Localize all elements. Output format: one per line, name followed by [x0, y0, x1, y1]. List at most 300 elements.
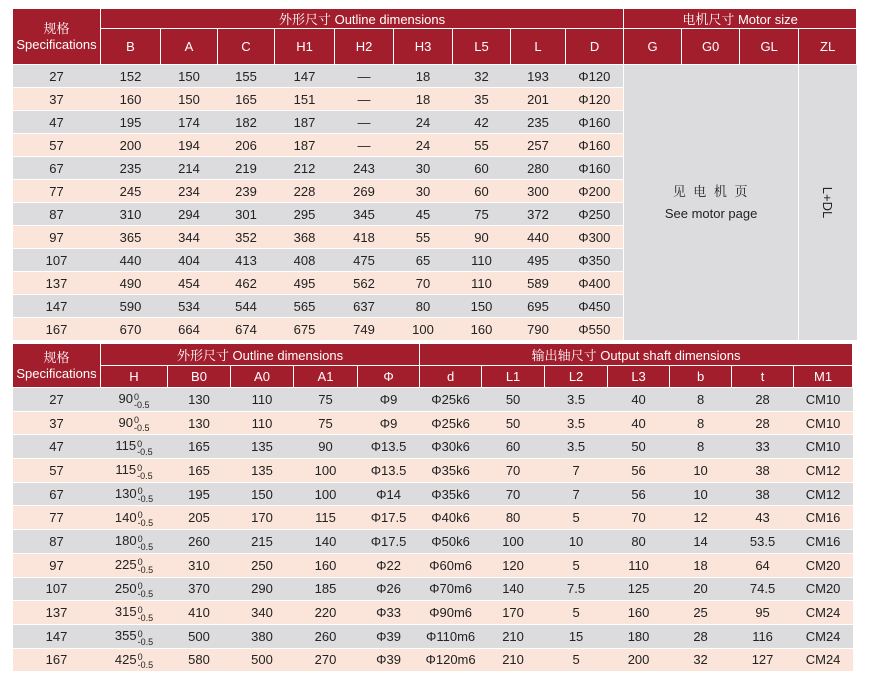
table-cell: —: [335, 134, 394, 157]
table-cell: 368: [275, 226, 335, 249]
zl-note: L+DL: [820, 186, 836, 219]
outline-shaft-dimensions-table: [12, 343, 853, 672]
table-cell: 193: [511, 65, 566, 88]
column-header: H1: [275, 29, 335, 65]
table-cell: Φ22: [358, 553, 420, 577]
table-cell: 45: [394, 203, 453, 226]
table-cell: Φ160: [566, 157, 624, 180]
tolerance-lower: -0.5: [137, 541, 154, 552]
table-cell: 280: [511, 157, 566, 180]
spec-cell: 137: [13, 601, 101, 625]
tolerance-lower: -0.5: [137, 612, 154, 623]
table-cell: 200: [608, 648, 670, 672]
table-cell: 228: [275, 180, 335, 203]
table-cell: 125: [608, 577, 670, 601]
table-cell: 495: [275, 272, 335, 295]
spec-cell: 107: [13, 577, 101, 601]
h-value: 115: [115, 438, 137, 454]
table-cell: 18: [394, 65, 453, 88]
table-cell: 30: [394, 157, 453, 180]
column-header: M1: [794, 366, 853, 388]
spec-cell: 47: [13, 435, 101, 459]
table-cell: 75: [453, 203, 511, 226]
tolerance-upper: 0: [137, 652, 143, 663]
table-cell: 150: [161, 88, 218, 111]
table-cell: 372: [511, 203, 566, 226]
table-cell: CM12: [794, 459, 853, 483]
table-cell: Φ35k6: [420, 482, 482, 506]
h-value: 90: [118, 391, 133, 407]
table-cell: 75: [294, 411, 358, 435]
spec-cell: 27: [13, 65, 101, 88]
table-cell: Φ550: [566, 318, 624, 341]
table-cell: 235: [511, 111, 566, 134]
table-cell: 32: [453, 65, 511, 88]
table-cell: 3.5: [545, 388, 608, 412]
column-header: L3: [608, 366, 670, 388]
table-cell: 205: [168, 506, 231, 530]
table-cell: 695: [511, 295, 566, 318]
tolerance-upper: 0: [137, 486, 143, 497]
table-cell: 70: [482, 482, 545, 506]
table-cell: 65: [394, 249, 453, 272]
column-header: Φ: [358, 366, 420, 388]
table-cell: 160: [294, 553, 358, 577]
table-cell: 301: [218, 203, 275, 226]
table-cell: 115: [294, 506, 358, 530]
table-cell: 80: [482, 506, 545, 530]
column-header: C: [218, 29, 275, 65]
column-header: B0: [168, 366, 231, 388]
table-cell: 55: [453, 134, 511, 157]
table-cell: 60: [453, 180, 511, 203]
table-cell: 210: [482, 648, 545, 672]
tolerance-upper: 0: [137, 604, 143, 615]
table-row: [13, 459, 853, 483]
table-cell: 220: [294, 601, 358, 625]
table-cell: 8: [670, 388, 732, 412]
table-cell: Φ30k6: [420, 435, 482, 459]
table-cell: 495: [511, 249, 566, 272]
table-cell: CM10: [794, 411, 853, 435]
table-cell: 24: [394, 111, 453, 134]
table-cell: Φ300: [566, 226, 624, 249]
column-header: B: [101, 29, 161, 65]
table-cell: 12: [670, 506, 732, 530]
tolerance-upper: 0: [137, 439, 143, 449]
table-cell: Φ9: [358, 411, 420, 435]
table-cell: 418: [335, 226, 394, 249]
table-cell: [101, 435, 168, 459]
table-cell: 201: [511, 88, 566, 111]
table-row: [13, 648, 853, 672]
table-cell: 90: [294, 435, 358, 459]
table-cell: 33: [732, 435, 794, 459]
table-cell: 219: [218, 157, 275, 180]
spec-header: [13, 9, 101, 65]
motor-column-header: GL: [740, 29, 799, 65]
table-cell: 440: [101, 249, 161, 272]
outline-group-header: 外形尺寸 Outline dimensions: [101, 344, 420, 366]
table-cell: 534: [161, 295, 218, 318]
table-cell: 440: [511, 226, 566, 249]
table-cell: 295: [275, 203, 335, 226]
table-cell: 294: [161, 203, 218, 226]
table-cell: 10: [670, 482, 732, 506]
tolerance-upper: 0: [137, 533, 143, 544]
table-cell: 25: [670, 601, 732, 625]
motor-column-header: ZL: [799, 29, 857, 65]
table-cell: Φ120m6: [420, 648, 482, 672]
motor-note-cell: [624, 65, 799, 341]
table-cell: 120: [482, 553, 545, 577]
table-cell: CM24: [794, 624, 853, 648]
table-cell: 215: [231, 530, 294, 554]
table-cell: 245: [101, 180, 161, 203]
table-cell: 50: [482, 411, 545, 435]
column-header: A1: [294, 366, 358, 388]
table-cell: Φ39: [358, 648, 420, 672]
table-cell: 206: [218, 134, 275, 157]
table-cell: CM24: [794, 648, 853, 672]
h-value: 130: [114, 485, 137, 501]
table-row: [13, 506, 853, 530]
tolerance-lower: -0.5: [133, 423, 150, 434]
table-cell: 40: [608, 388, 670, 412]
table-cell: 670: [101, 318, 161, 341]
column-header: L: [511, 29, 566, 65]
table-cell: 56: [608, 459, 670, 483]
table-cell: 790: [511, 318, 566, 341]
table-cell: 74.5: [732, 577, 794, 601]
table-cell: 55: [394, 226, 453, 249]
table-cell: 413: [218, 249, 275, 272]
table-cell: 500: [231, 648, 294, 672]
shaft-group-header: 输出轴尺寸 Output shaft dimensions: [420, 344, 853, 366]
table-cell: 28: [670, 624, 732, 648]
table-cell: [101, 648, 168, 672]
spec-cell: 57: [13, 134, 101, 157]
table-cell: 590: [101, 295, 161, 318]
table-cell: 151: [275, 88, 335, 111]
tolerance: [137, 440, 153, 456]
table-cell: 310: [168, 553, 231, 577]
table-cell: 565: [275, 295, 335, 318]
table-cell: 270: [294, 648, 358, 672]
table-cell: 300: [511, 180, 566, 203]
column-header: H2: [335, 29, 394, 65]
table-cell: 165: [168, 435, 231, 459]
table-cell: Φ200: [566, 180, 624, 203]
table-cell: 674: [218, 318, 275, 341]
spec-cell: 37: [13, 411, 101, 435]
column-header: H: [101, 366, 168, 388]
table-cell: 135: [231, 459, 294, 483]
table-cell: 214: [161, 157, 218, 180]
table-cell: 38: [732, 459, 794, 483]
table-cell: 180: [608, 624, 670, 648]
column-header: L5: [453, 29, 511, 65]
spec-header: [13, 344, 101, 388]
spec-cell: 77: [13, 506, 101, 530]
spec-cell: 87: [13, 203, 101, 226]
table-cell: 344: [161, 226, 218, 249]
table-cell: Φ17.5: [358, 506, 420, 530]
tolerance-lower: -0.5: [137, 447, 153, 457]
spec-header-en: Specifications: [16, 365, 97, 381]
table-row: [13, 411, 853, 435]
motor-group-header: 电机尺寸 Motor size: [624, 9, 857, 29]
table-cell: 210: [482, 624, 545, 648]
table-cell: 165: [168, 459, 231, 483]
table-cell: 70: [394, 272, 453, 295]
table-cell: 90: [453, 226, 511, 249]
table-cell: Φ25k6: [420, 411, 482, 435]
tolerance: [138, 630, 154, 646]
table-cell: Φ9: [358, 388, 420, 412]
spec-cell: 47: [13, 111, 101, 134]
table-cell: 170: [482, 601, 545, 625]
table-cell: 95: [732, 601, 794, 625]
table-cell: 257: [511, 134, 566, 157]
table-cell: Φ120: [566, 65, 624, 88]
table-cell: Φ39: [358, 624, 420, 648]
table-cell: 3.5: [545, 435, 608, 459]
table-cell: 110: [453, 249, 511, 272]
table-cell: 8: [670, 411, 732, 435]
column-header: L1: [482, 366, 545, 388]
table-cell: 140: [294, 530, 358, 554]
h-value: 250: [114, 580, 137, 596]
table-row: [13, 482, 853, 506]
table-cell: 7.5: [545, 577, 608, 601]
table-cell: 260: [168, 530, 231, 554]
table-cell: Φ33: [358, 601, 420, 625]
table-row: [13, 577, 853, 601]
table-cell: 160: [453, 318, 511, 341]
table-cell: 260: [294, 624, 358, 648]
table-cell: 60: [453, 157, 511, 180]
table-cell: 116: [732, 624, 794, 648]
table-cell: Φ400: [566, 272, 624, 295]
table-cell: 130: [168, 411, 231, 435]
table-cell: Φ250: [566, 203, 624, 226]
table-cell: [101, 411, 168, 435]
outline-group-header: 外形尺寸 Outline dimensions: [101, 9, 624, 29]
table-cell: 80: [394, 295, 453, 318]
table-cell: Φ90m6: [420, 601, 482, 625]
tolerance: [138, 535, 154, 551]
table-cell: 24: [394, 134, 453, 157]
table-cell: 200: [101, 134, 161, 157]
column-header: d: [420, 366, 482, 388]
spec-cell: 137: [13, 272, 101, 295]
table-cell: 380: [231, 624, 294, 648]
column-header: H3: [394, 29, 453, 65]
table-cell: 18: [394, 88, 453, 111]
h-value: 180: [114, 533, 137, 549]
table-cell: 28: [732, 388, 794, 412]
table-cell: 50: [608, 435, 670, 459]
spec-cell: 107: [13, 249, 101, 272]
table-cell: CM16: [794, 530, 853, 554]
spec-cell: 97: [13, 553, 101, 577]
tolerance: [134, 416, 150, 432]
table-cell: —: [335, 111, 394, 134]
tolerance: [134, 393, 150, 409]
table-cell: 187: [275, 111, 335, 134]
tolerance-upper: 0: [133, 415, 139, 426]
table-cell: Φ450: [566, 295, 624, 318]
table-cell: [101, 601, 168, 625]
table-row: [13, 553, 853, 577]
table-row: [13, 388, 853, 412]
tolerance: [138, 582, 154, 598]
table-cell: 408: [275, 249, 335, 272]
table-cell: 174: [161, 111, 218, 134]
h-value: 315: [114, 604, 137, 620]
table-cell: 340: [231, 601, 294, 625]
table-cell: CM10: [794, 388, 853, 412]
tolerance: [138, 653, 154, 669]
tolerance-lower: -0.5: [137, 660, 154, 671]
table-cell: 110: [453, 272, 511, 295]
table-cell: Φ35k6: [420, 459, 482, 483]
tolerance-upper: 0: [137, 581, 143, 592]
motor-note-zh: 见 电 机 页: [672, 183, 750, 199]
table-cell: 70: [482, 459, 545, 483]
table-cell: 155: [218, 65, 275, 88]
table-cell: 250: [231, 553, 294, 577]
table-cell: Φ40k6: [420, 506, 482, 530]
spec-cell: 147: [13, 295, 101, 318]
spec-cell: 77: [13, 180, 101, 203]
tolerance-lower: -0.5: [137, 494, 154, 505]
spec-header-zh: 规格: [43, 349, 70, 365]
table-cell: 7: [545, 459, 608, 483]
table-cell: Φ14: [358, 482, 420, 506]
h-value: 140: [114, 509, 137, 525]
tolerance: [138, 558, 154, 574]
spec-cell: 57: [13, 459, 101, 483]
column-header: A: [161, 29, 218, 65]
table-cell: 239: [218, 180, 275, 203]
motor-note-en: See motor page: [664, 205, 758, 221]
tolerance-upper: 0: [137, 462, 143, 473]
table-cell: [101, 482, 168, 506]
table-cell: Φ160: [566, 134, 624, 157]
spec-header-en: Specifications: [16, 36, 97, 52]
spec-cell: 67: [13, 157, 101, 180]
table-cell: CM20: [794, 577, 853, 601]
table-cell: Φ17.5: [358, 530, 420, 554]
table-cell: 110: [608, 553, 670, 577]
tolerance-lower: -0.5: [137, 518, 154, 529]
spec-cell: 87: [13, 530, 101, 554]
table-cell: 269: [335, 180, 394, 203]
table-cell: 28: [732, 411, 794, 435]
h-value: 90: [118, 414, 133, 430]
table-cell: 165: [218, 88, 275, 111]
table-cell: [101, 506, 168, 530]
table-cell: 150: [453, 295, 511, 318]
table-cell: 500: [168, 624, 231, 648]
tolerance: [138, 487, 154, 503]
table-cell: 20: [670, 577, 732, 601]
table-cell: 365: [101, 226, 161, 249]
table-cell: 5: [545, 506, 608, 530]
table-cell: 212: [275, 157, 335, 180]
table-cell: [101, 624, 168, 648]
table-cell: 352: [218, 226, 275, 249]
table-cell: 749: [335, 318, 394, 341]
table-cell: 235: [101, 157, 161, 180]
table-cell: 30: [394, 180, 453, 203]
table-cell: 490: [101, 272, 161, 295]
tolerance-upper: 0: [133, 391, 139, 402]
table-cell: 18: [670, 553, 732, 577]
table-cell: 40: [608, 411, 670, 435]
table-cell: 35: [453, 88, 511, 111]
outline-motor-dimensions-table: [12, 8, 857, 341]
table-cell: 130: [168, 388, 231, 412]
table-cell: 664: [161, 318, 218, 341]
h-value: 425: [114, 651, 137, 667]
table-cell: Φ13.5: [358, 459, 420, 483]
table-cell: CM24: [794, 601, 853, 625]
tolerance-lower: -0.5: [137, 470, 153, 481]
table-cell: 544: [218, 295, 275, 318]
table-cell: 5: [545, 601, 608, 625]
table-cell: 60: [482, 435, 545, 459]
spec-cell: 27: [13, 388, 101, 412]
table-cell: Φ25k6: [420, 388, 482, 412]
table-cell: 580: [168, 648, 231, 672]
table-cell: 370: [168, 577, 231, 601]
table-cell: 147: [275, 65, 335, 88]
tolerance-lower: -0.5: [137, 589, 154, 600]
table-cell: 110: [231, 411, 294, 435]
table-cell: 64: [732, 553, 794, 577]
table-cell: CM12: [794, 482, 853, 506]
table-cell: 195: [101, 111, 161, 134]
table-cell: 150: [231, 482, 294, 506]
table-cell: 675: [275, 318, 335, 341]
column-header: A0: [231, 366, 294, 388]
table-cell: CM16: [794, 506, 853, 530]
spec-cell: 167: [13, 648, 101, 672]
table-cell: [101, 553, 168, 577]
table-cell: 410: [168, 601, 231, 625]
table-cell: 152: [101, 65, 161, 88]
table-cell: [101, 459, 168, 483]
table-cell: [101, 530, 168, 554]
table-cell: 100: [294, 482, 358, 506]
spec-header-zh: 规格: [43, 20, 70, 36]
table-cell: CM10: [794, 435, 853, 459]
h-value: 225: [114, 556, 137, 572]
table-cell: Φ120: [566, 88, 624, 111]
column-header: L2: [545, 366, 608, 388]
table-cell: 38: [732, 482, 794, 506]
table-cell: 187: [275, 134, 335, 157]
tolerance: [138, 606, 154, 622]
table-cell: 475: [335, 249, 394, 272]
table-cell: 562: [335, 272, 394, 295]
motor-column-header: G: [624, 29, 682, 65]
table-cell: 140: [482, 577, 545, 601]
spec-cell: 147: [13, 624, 101, 648]
